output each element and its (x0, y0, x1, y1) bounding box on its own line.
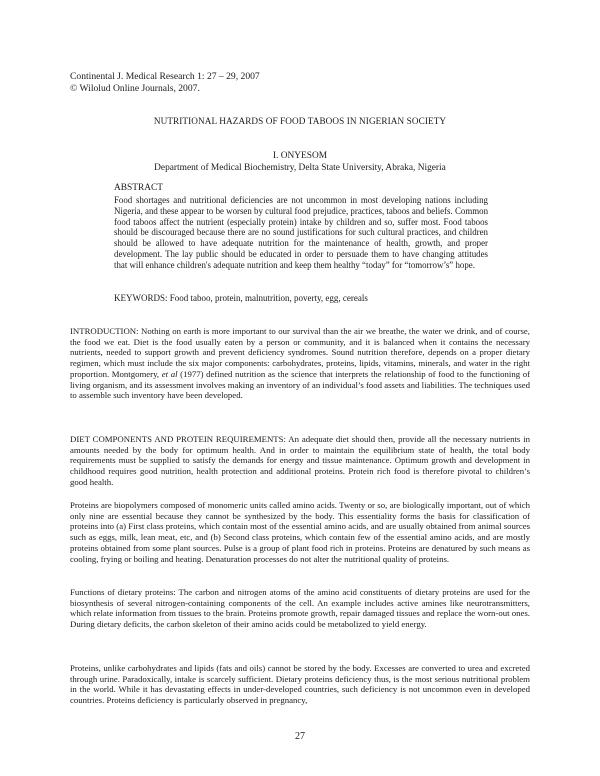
storage-paragraph: Proteins, unlike carbohydrates and lipids (fats and oils) cannot be stored by the body. Excesses are converted to urea and excreted through urine. Paradoxically, intake is scarcely sufficient. Dietary proteins deficiency thus, is the most serious nutritional problem in the world. While it has devastating effects in under-developed countries, such deficiency is not uncommon even in developed countries. Proteins deficiency is particularly observed in pregnancy, (70, 663, 530, 706)
abstract-text: Food shortages and nutritional deficiencies are not uncommon in most developing nations including Nigeria, and these appear to be worsen by cultural food prejudice, practices, taboos and beliefs. Common food taboos affect the nutrient (especially protein) intake by children and so, suffer most. Food taboos should be discouraged because there are no sound justifications for such cultural practices, and children should be allowed to have adequate nutrition for the maintenance of health, growth, and proper development. The lay public should be educated in order to persuade them to have changing attitudes that will enhance children's adequate nutrition and keep them healthy “today” for “tomorrow’s” hope. (114, 195, 488, 270)
journal-citation: Continental J. Medical Research 1: 27 – 29, 2007 (70, 71, 260, 82)
proteins-paragraph: Proteins are biopolymers composed of monomeric units called amino acids. Twenty or so, are biologically important, out of which only nine are essential because they cannot be synthesized by the body. This essentiality forms the basis for classification of proteins into (a) First class proteins, which contain most of the essential amino acids, and are usually obtained from animal sources such as eggs, milk, lean meat, etc, and (b) Second class proteins, which contain few of the essential amino acids, and are mostly proteins obtained from some plant sources. Pulse is a group of plant food rich in proteins. Proteins are denatured by such means as cooling, frying or boiling and heating. Denaturation processes do not alter the nutritional quality of proteins. (70, 500, 530, 564)
page-number: 27 (295, 731, 305, 742)
article-title: NUTRITIONAL HAZARDS OF FOOD TABOOS IN NIGERIAN SOCIETY (153, 116, 447, 126)
journal-copyright: © Wilolud Online Journals, 2007. (70, 82, 200, 94)
abstract-heading: ABSTRACT (114, 183, 163, 193)
functions-paragraph: Functions of dietary proteins: The carbon and nitrogen atoms of the amino acid constituents of dietary proteins are used for the biosynthesis of several nitrogen-containing components of the cell. An example includes active amines like neurotransmitters, which relate information from tissues to the brain. Proteins promote growth, repair damaged tissues and replace the worn-out ones. During dietary deficits, the carbon skeleton of their amino acids could be metabolized to yield energy. (70, 587, 530, 630)
intro-text-end: (1977) defined nutrition as the science that interprets the relationship of food to the functioning of living organism, and its assessment involves making an inventory of an individual’s food assets and liabilities. The techniques used to assemble such inventory have been developed. (70, 368, 531, 401)
introduction-paragraph (70, 326, 530, 401)
intro-text-start: INTRODUCTION: Nothing on earth is more important to our survival than the air we breathe, the water we drink, and of course, the food we eat. Diet is the food usually eaten by a person or community, and it is balanced when it contains the necessary nutrients, needed to support growth and prevent deficiency syndromes. Sound nutrition therefore, depends on a proper dietary regimen, which must include the six major components: carbohydrates, proteins, lipids, vitamins, minerals, and water in the right proportion. Montgomery, (70, 326, 530, 379)
intro-et-al: et al (161, 368, 178, 379)
diet-components-paragraph: DIET COMPONENTS AND PROTEIN REQUIREMENTS: An adequate diet should then, provide all the necessary nutrients in amounts needed by the body for optimum health. And in order to maintain the equilibrium state of health, the total body requirements must be supplied to satisfy the demands for energy and tissue maintenance. Optimum growth and development in childhood requires good nutrition, health protection and additional proteins. Protein rich food is therefore pivotal to children’s good health. (70, 434, 530, 487)
journal-header (70, 71, 260, 94)
keywords: KEYWORDS: Food taboo, protein, malnutrition, poverty, egg, cereals (114, 293, 368, 303)
author-name: I. ONYESOM (272, 151, 328, 161)
author-block (0, 151, 600, 174)
author-affiliation: Department of Medical Biochemistry, Delta State University, Abraka, Nigeria (154, 162, 446, 173)
